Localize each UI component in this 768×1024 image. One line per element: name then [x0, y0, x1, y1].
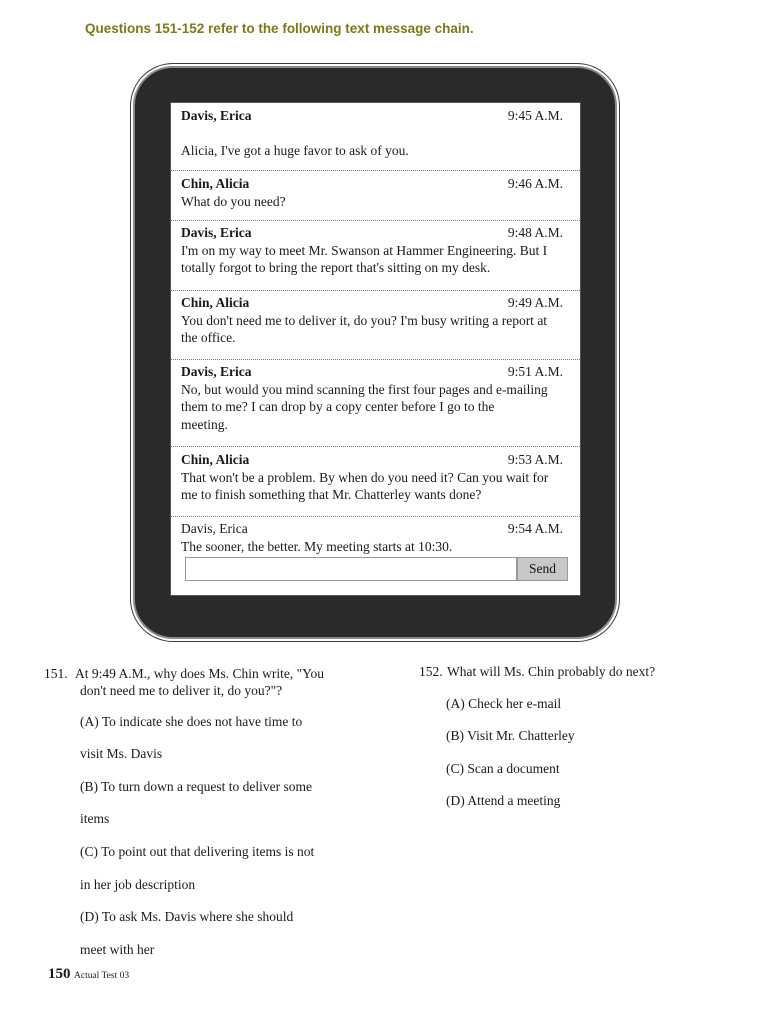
message-sender: Davis, Erica [181, 364, 252, 379]
page-number: 150 [48, 966, 71, 982]
message-text-line: meeting. [181, 416, 228, 432]
answer-option-b[interactable]: (B) To turn down a request to deliver some [80, 779, 313, 794]
message-text: What do you need? [181, 193, 286, 209]
message-sender: Davis, Erica [181, 225, 252, 240]
message-sender: Davis, Erica [181, 108, 252, 123]
question-stem-line: At 9:49 A.M., why does Ms. Chin write, "You [75, 666, 325, 681]
message-sender: Chin, Alicia [181, 452, 250, 467]
message-sender: Chin, Alicia [181, 295, 250, 310]
message-text-line: them to me? I can drop by a copy center before I go to the [181, 399, 495, 414]
footer-label: Actual Test 03 [74, 971, 130, 981]
answer-option-d[interactable]: (D) To ask Ms. Davis where she should [80, 909, 294, 924]
send-button[interactable]: Send [517, 557, 568, 581]
answer-option-b[interactable]: (B) Visit Mr. Chatterley [446, 728, 575, 743]
question-number: 151. [44, 666, 68, 681]
message-text-line: That won't be a problem. By when do you need it? Can you wait for [181, 469, 549, 485]
message-divider [171, 359, 580, 360]
chat-message [171, 224, 580, 277]
chat-screen [170, 102, 581, 596]
message-time: 9:51 A.M. [507, 364, 563, 379]
chat-message [171, 175, 580, 210]
message-divider [171, 220, 580, 221]
answer-option-c-cont: in her job description [80, 877, 196, 892]
answer-option-c[interactable]: (C) To point out that delivering items is not [80, 844, 315, 859]
message-divider [171, 516, 580, 517]
message-time: 9:53 A.M. [507, 452, 563, 467]
message-time: 9:54 A.M. [507, 521, 563, 536]
chat-message [171, 520, 580, 555]
chat-message [171, 451, 580, 504]
answer-option-d[interactable]: (D) Attend a meeting [446, 793, 561, 808]
message-sender: Davis, Erica [181, 521, 248, 536]
message-text-line: me to finish something that Mr. Chatterley wants done? [181, 487, 482, 502]
message-divider [171, 170, 580, 171]
answer-option-c[interactable]: (C) Scan a document [446, 761, 560, 776]
message-time: 9:45 A.M. [507, 108, 563, 123]
message-text-line: I'm on my way to meet Mr. Swanson at Hammer Engineering. But I [181, 242, 548, 258]
question-number: 152. [419, 664, 443, 679]
message-text: The sooner, the better. My meeting starts at 10:30. [181, 538, 453, 554]
chat-message [171, 294, 580, 347]
message-divider [171, 290, 580, 291]
chat-message [171, 107, 580, 159]
answer-option-d-cont: meet with her [80, 942, 155, 957]
answer-option-a[interactable]: (A) Check her e-mail [446, 696, 562, 711]
answer-option-a[interactable]: (A) To indicate she does not have time to [80, 714, 303, 729]
passage-heading: Questions 151-152 refer to the following text message chain. [85, 21, 474, 36]
message-text-line: the office. [181, 330, 236, 345]
message-divider [171, 446, 580, 447]
compose-row [185, 557, 568, 581]
message-input[interactable] [185, 557, 517, 581]
chat-message [171, 363, 580, 433]
question-stem-line: What will Ms. Chin probably do next? [447, 664, 656, 679]
message-sender: Chin, Alicia [181, 176, 250, 191]
question-stem-line: don't need me to deliver it, do you?"? [80, 683, 283, 698]
message-text-line: No, but would you mind scanning the first four pages and e-mailing [181, 381, 548, 397]
message-time: 9:48 A.M. [507, 225, 563, 240]
answer-option-a-cont: visit Ms. Davis [80, 746, 163, 761]
message-text: Alicia, I've got a huge favor to ask of you. [181, 142, 409, 158]
message-text-line: totally forgot to bring the report that's sitting on my desk. [181, 260, 491, 275]
message-text-line: You don't need me to deliver it, do you? I'm busy writing a report at [181, 312, 548, 328]
message-time: 9:46 A.M. [507, 176, 563, 191]
answer-option-b-cont: items [80, 811, 110, 826]
message-time: 9:49 A.M. [507, 295, 563, 310]
